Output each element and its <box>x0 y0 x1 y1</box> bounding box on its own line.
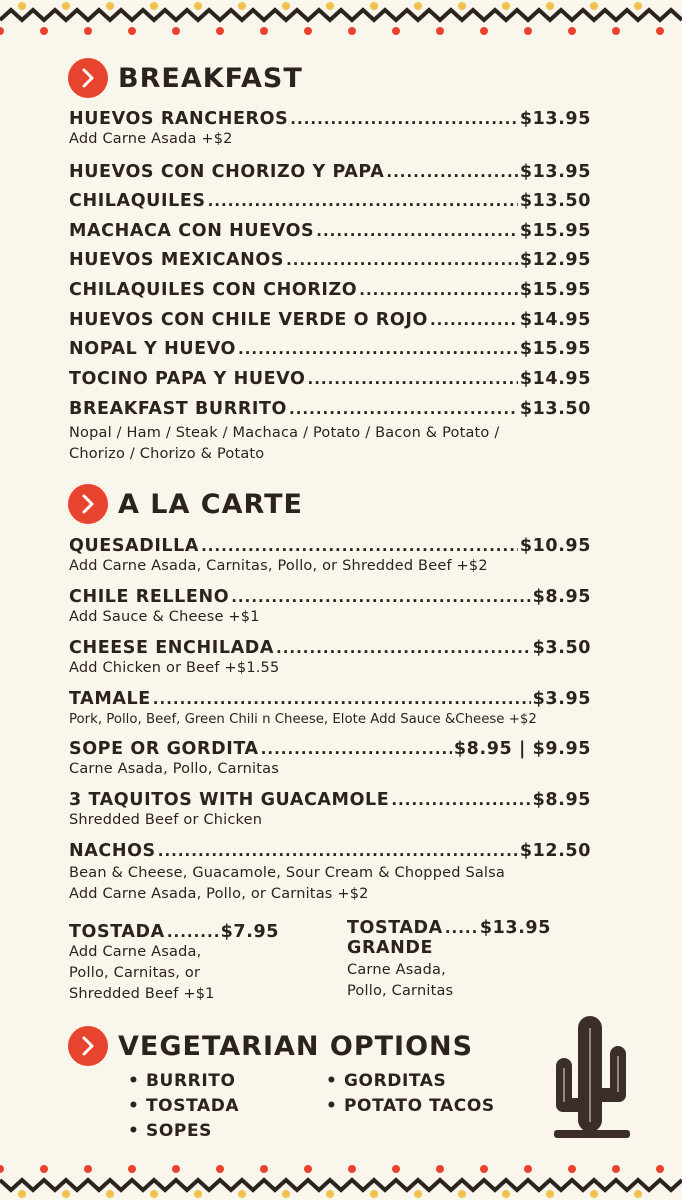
item-note: Nopal / Ham / Steak / Machaca / Potato / Bacon & Potato / <box>69 425 500 441</box>
item-name: TOSTADA <box>69 922 165 942</box>
item-price: $12.50 <box>519 841 591 861</box>
menu-item <box>69 399 591 465</box>
menu-item <box>69 841 591 905</box>
item-note: Add Chicken or Beef +$1.55 <box>69 660 280 676</box>
vegetarian-list-right <box>326 1069 495 1119</box>
item-note: Carne Asada, <box>347 962 446 978</box>
item-note: Add Carne Asada, Pollo, or Carnitas +$2 <box>69 886 369 902</box>
item-price: $8.95 <box>532 587 591 607</box>
item-name: HUEVOS MEXICANOS <box>69 250 285 270</box>
chevron-right-icon <box>68 1026 108 1066</box>
menu-item <box>69 339 591 359</box>
menu-item <box>69 162 591 182</box>
menu-item-tostada-grande <box>347 918 551 1002</box>
item-note: Pollo, Carnitas, or <box>69 965 201 981</box>
item-name: NOPAL Y HUEVO <box>69 339 237 359</box>
item-name: TAMALE <box>69 689 151 709</box>
item-name: CHILAQUILES CON CHORIZO <box>69 280 358 300</box>
item-name: TOSTADA <box>347 918 443 938</box>
item-name: QUESADILLA <box>69 536 200 556</box>
alacarte-title: A LA CARTE <box>118 488 303 520</box>
item-price: $14.95 <box>519 369 591 389</box>
item-note: Add Carne Asada, <box>69 944 202 960</box>
item-note: Pollo, Carnitas <box>347 983 454 999</box>
item-price: $12.95 <box>519 250 591 270</box>
item-price: $15.95 <box>519 221 591 241</box>
menu-item <box>69 739 591 780</box>
vegetarian-list-left <box>128 1069 239 1144</box>
item-price: $15.95 <box>519 280 591 300</box>
chevron-right-icon <box>68 58 108 98</box>
item-name: MACHACA CON HUEVOS <box>69 221 315 241</box>
item-price: $3.95 <box>532 689 591 709</box>
item-name: 3 TAQUITOS WITH GUACAMOLE <box>69 790 390 810</box>
menu-item <box>69 221 591 241</box>
breakfast-title: BREAKFAST <box>118 62 303 94</box>
item-price: $10.95 <box>519 536 591 556</box>
cactus-icon <box>548 1014 634 1144</box>
bottom-zigzag-border <box>0 1160 682 1200</box>
item-price: $15.95 <box>519 339 591 359</box>
item-price: $14.95 <box>519 310 591 330</box>
item-name: HUEVOS CON CHORIZO Y PAPA <box>69 162 385 182</box>
list-item: • SOPES <box>128 1121 212 1141</box>
menu-item <box>69 638 591 679</box>
item-name: NACHOS <box>69 841 156 861</box>
vegetarian-title: VEGETARIAN OPTIONS <box>118 1030 474 1062</box>
menu-item <box>69 310 591 330</box>
menu-item <box>69 587 591 628</box>
item-price: $13.95 <box>519 162 591 182</box>
menu-item <box>69 369 591 389</box>
menu-item <box>69 536 591 577</box>
item-note: Pork, Pollo, Beef, Green Chili n Cheese, Elote Add Sauce &Cheese +$2 <box>69 712 537 727</box>
item-name: TOCINO PAPA Y HUEVO <box>69 369 306 389</box>
chevron-right-icon <box>68 484 108 524</box>
menu-item <box>69 250 591 270</box>
item-name: HUEVOS RANCHEROS <box>69 109 289 129</box>
list-item: • TOSTADA <box>128 1096 240 1116</box>
item-note: Add Carne Asada +$2 <box>69 131 233 147</box>
item-price: $8.95 | $9.95 <box>453 739 591 759</box>
list-item: • BURRITO <box>128 1071 236 1091</box>
item-name: CHILAQUILES <box>69 191 206 211</box>
item-note: Shredded Beef or Chicken <box>69 812 263 828</box>
menu-item <box>69 109 591 150</box>
item-price: $3.50 <box>532 638 591 658</box>
alacarte-header <box>68 484 303 524</box>
breakfast-header <box>68 58 303 98</box>
item-price: $13.50 <box>519 191 591 211</box>
item-price: $8.95 <box>532 790 591 810</box>
item-name: HUEVOS CON CHILE VERDE O ROJO <box>69 310 428 330</box>
item-price: $13.50 <box>519 399 591 419</box>
item-name: SOPE OR GORDITA <box>69 739 259 759</box>
item-price: $13.95 <box>519 109 591 129</box>
menu-item-tostada <box>69 922 279 1005</box>
item-name-line2: GRANDE <box>347 938 434 958</box>
item-note: Shredded Beef +$1 <box>69 986 215 1002</box>
list-item: • POTATO TACOS <box>326 1096 495 1116</box>
vegetarian-header <box>68 1026 473 1066</box>
item-price: $7.95 <box>220 922 279 942</box>
item-note: Add Sauce & Cheese +$1 <box>69 609 260 625</box>
item-name: CHEESE ENCHILADA <box>69 638 275 658</box>
menu-item <box>69 790 591 831</box>
item-name: BREAKFAST BURRITO <box>69 399 288 419</box>
item-note: Add Carne Asada, Carnitas, Pollo, or Shredded Beef +$2 <box>69 558 488 574</box>
menu-item <box>69 280 591 300</box>
item-price: $13.95 <box>479 918 551 938</box>
menu-item <box>69 191 591 211</box>
item-note: Chorizo / Chorizo & Potato <box>69 446 265 462</box>
menu-item <box>69 689 591 730</box>
list-item: • GORDITAS <box>326 1071 447 1091</box>
item-note: Bean & Cheese, Guacamole, Sour Cream & Chopped Salsa <box>69 865 505 881</box>
item-note: Carne Asada, Pollo, Carnitas <box>69 761 280 777</box>
top-zigzag-border <box>0 0 682 40</box>
item-name: CHILE RELLENO <box>69 587 230 607</box>
